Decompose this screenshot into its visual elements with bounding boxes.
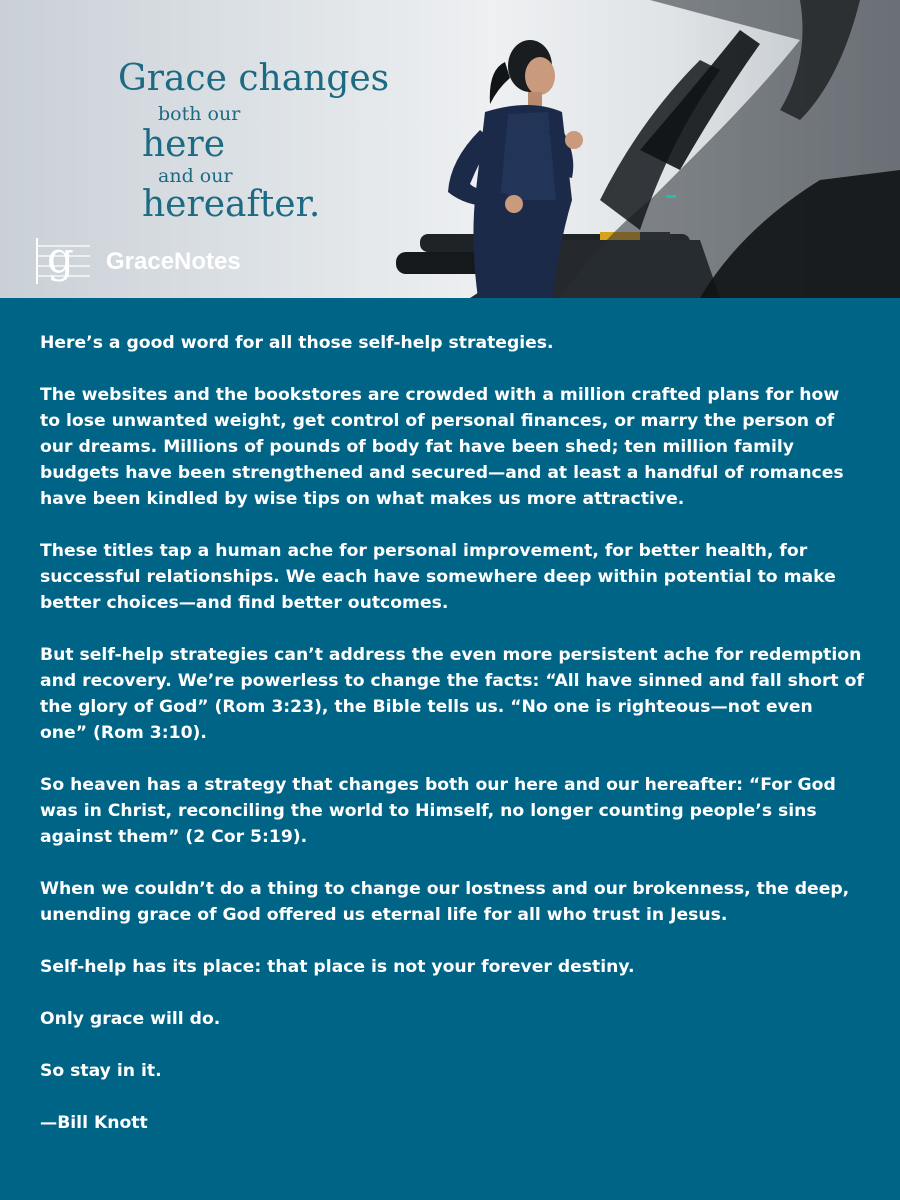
svg-text:g: g [47, 234, 74, 282]
paragraph-8: Only grace will do. [40, 1009, 221, 1029]
tagline-line-2: both our [158, 103, 241, 125]
paragraph-7: Self-help has its place: that place is not your forever destiny. [40, 957, 635, 977]
tagline-line-1: Grace changes [118, 58, 390, 99]
paragraph-1: Here’s a good word for all those self-help strategies. [40, 333, 554, 353]
hero-banner [0, 0, 900, 298]
author-signature: —Bill Knott [40, 1113, 148, 1133]
tagline-line-5: hereafter. [142, 184, 321, 225]
paragraph-5: So heaven has a strategy that changes both our here and our hereafter: “For God was in Christ, reconciling the world to Himself, no longer counting people’s sins against them” (2 Cor 5:19). [40, 775, 836, 847]
paragraph-9: So stay in it. [40, 1061, 162, 1081]
paragraph-2: The websites and the bookstores are crowded with a million crafted plans for how to lose unwanted weight, get control of personal finances, or marry the person of our dreams. Millions of pounds of body fat have been shed; ten million family budgets have been strengthened and secured—and at least a handful of romances have been kindled by wise tips on what makes us more attractive. [40, 385, 844, 509]
paragraph-3: These titles tap a human ache for personal improvement, for better health, for successful relationships. We each have somewhere deep within potential to make better choices—and find better outcomes. [40, 541, 836, 613]
tagline-line-3: here [142, 124, 226, 165]
paragraph-6: When we couldn’t do a thing to change our lostness and our brokenness, the deep, unending grace of God offered us eternal life for all who trust in Jesus. [40, 879, 850, 925]
brand-name: GraceNotes [106, 248, 241, 275]
gracenotes-logo-icon [36, 234, 92, 288]
devotional-text [40, 330, 865, 1136]
paragraph-4: But self-help strategies can’t address the even more persistent ache for redemption and recovery. We’re powerless to change the facts: “All have sinned and fall short of the glory of God” (Rom 3:23), the Bible tells us. “No one is righteous—not even one” (Rom 3:10). [40, 645, 864, 743]
tagline-line-4: and our [158, 165, 233, 187]
